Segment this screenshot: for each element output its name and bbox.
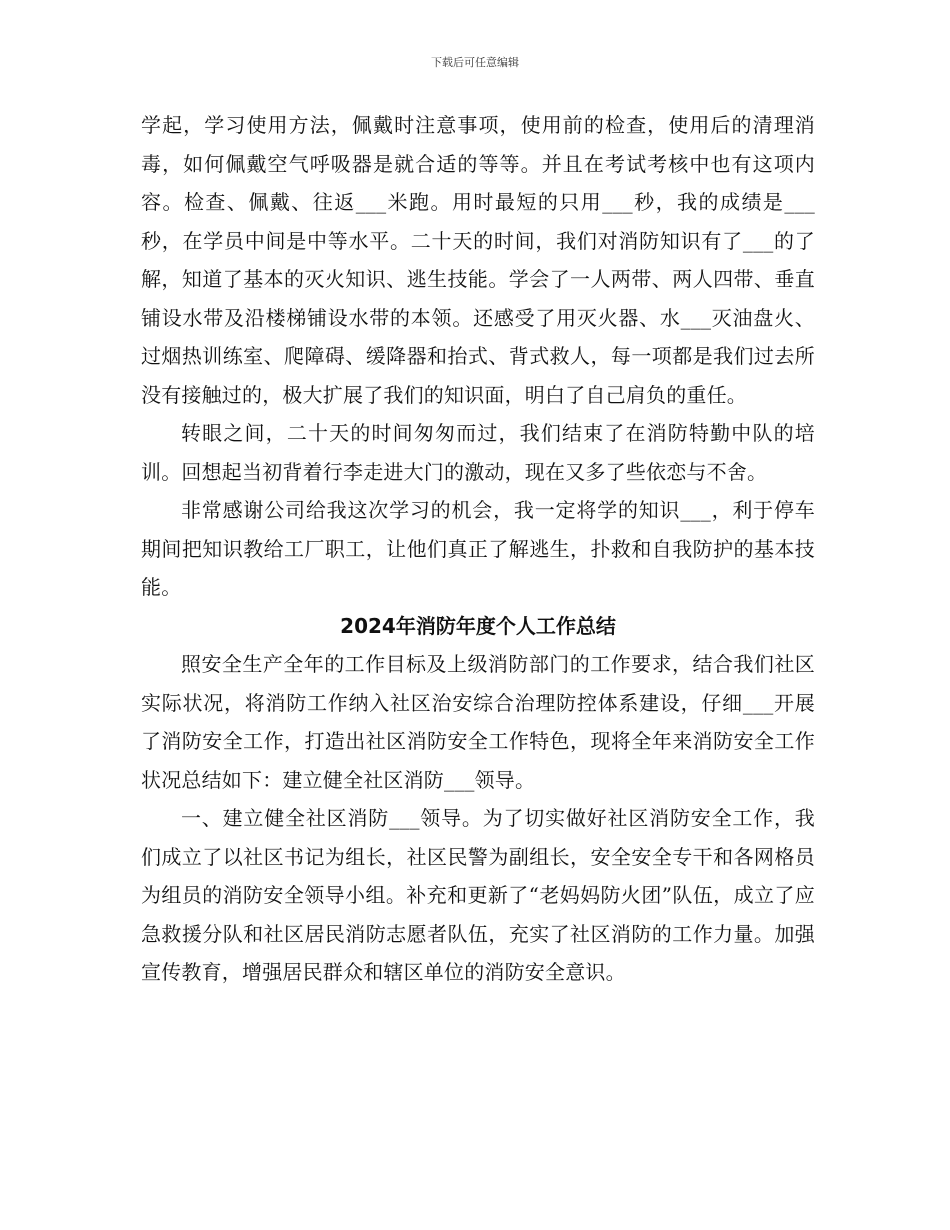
paragraph-4: 照安全生产全年的工作目标及上级消防部门的工作要求，结合我们社区实际状况，将消防工作纳入社区治安综合治理防控体系建设，仔细___开展了消防安全工作，打造出社区消防安全工作特色，现将全年来消防安全工作状况总结如下：建立健全社区消防___领导。 bbox=[141, 652, 815, 792]
paragraph-2: 转眼之间，二十天的时间匆匆而过，我们结束了在消防特勤中队的培训。回想起当初背着行李走进大门的激动，现在又多了些依恋与不舍。 bbox=[141, 421, 815, 484]
paragraph-1: 学起，学习使用方法，佩戴时注意事项，使用前的检查，使用后的清理消毒，如何佩戴空气呼吸器是就合适的等等。并且在考试考核中也有这项内容。检查、佩戴、往返___米跑。用时最短的只用___秒，我的成绩是___秒，在学员中间是中等水平。二十天的时间，我们对消防知识有了___的了解，知道了基本的灭火知识、逃生技能。学会了一人两带、两人四带、垂直铺设水带及沿楼梯铺设水带的本领。还感受了用灭火器、水___灭油盘火、过烟热训练室、爬障碍、缓降器和抬式、背式救人，每一项都是我们过去所没有接触过的，极大扩展了我们的知识面，明白了自己肩负的重任。 bbox=[141, 113, 815, 407]
section-title: 2024年消防年度个人工作总结 bbox=[340, 613, 616, 638]
paragraph-5: 一、建立健全社区消防___领导。为了切实做好社区消防安全工作，我们成立了以社区书记为组长，社区民警为副组长，安全安全专干和各网格员为组员的消防安全领导小组。补充和更新了“老妈妈防火团”队伍，成立了应急救援分队和社区居民消防志愿者队伍，充实了社区消防的工作力量。加强宣传教育，增强居民群众和辖区单位的消防安全意识。 bbox=[141, 806, 815, 984]
paragraph-3: 非常感谢公司给我这次学习的机会，我一定将学的知识___，利于停车期间把知识教给工厂职工，让他们真正了解逃生，扑救和自我防护的基本技能。 bbox=[141, 498, 815, 599]
header-note: 下载后可任意编辑 bbox=[431, 56, 519, 69]
document-body bbox=[141, 106, 815, 992]
